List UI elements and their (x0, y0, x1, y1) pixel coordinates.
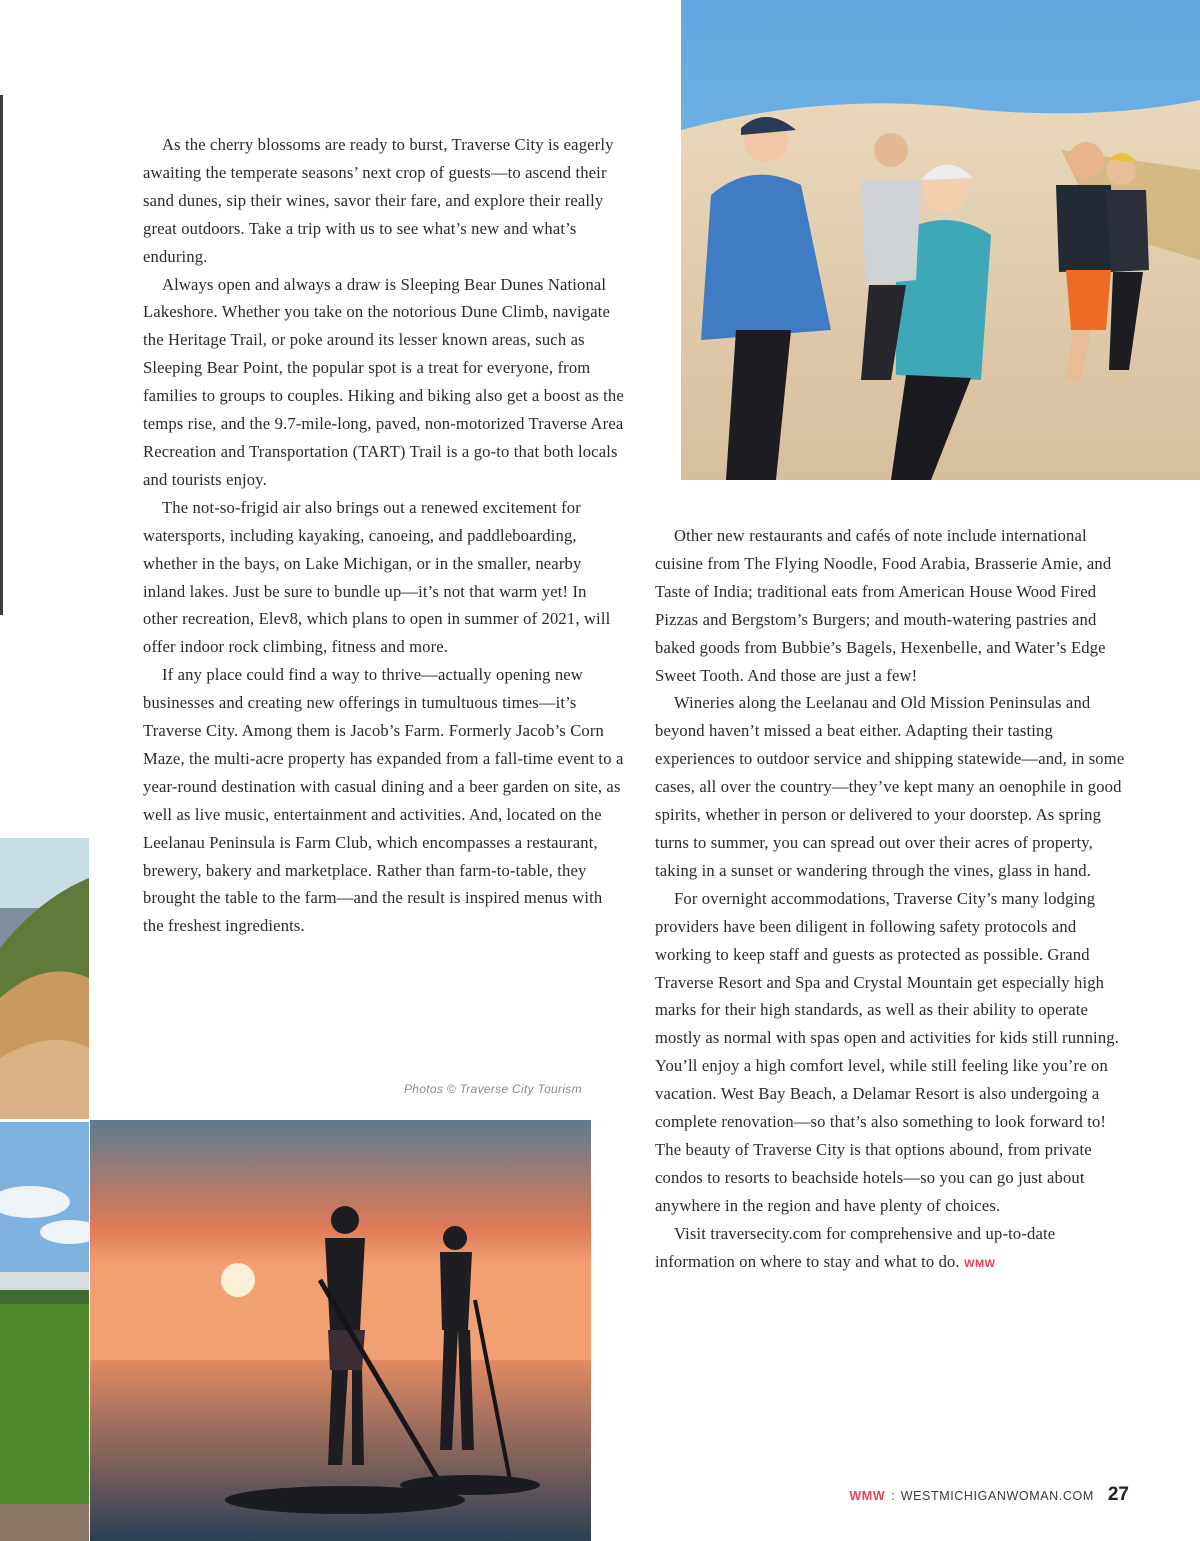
footer-separator: : (891, 1489, 895, 1503)
page-edge-rule (0, 95, 3, 615)
photo-dune-overlook (0, 838, 89, 1119)
article-paragraph: Wineries along the Leelanau and Old Mission Peninsulas and beyond haven’t missed a beat either. Adapting their tasting experiences to outdoor service and shipping statewide—and, in some cases, all over the country—they’ve kept many an oenophile in good spirits, whether in person or delivered to your doorstep. As spring turns to summer, you can spread out over their acres of property, taking in a sunset or wandering through the vines, glass in hand. (655, 693, 1125, 880)
end-mark: WMW (964, 1257, 996, 1270)
page-footer (849, 1484, 1129, 1506)
article-paragraph: As the cherry blossoms are ready to burst, Traverse City is eagerly awaiting the temperate seasons’ next crop of guests—to ascend their sand dunes, sip their wines, savor their fare, and explore their really great outdoors. Take a trip with us to see what’s new and what’s enduring. (143, 135, 614, 266)
footer-brand: WMW (849, 1489, 886, 1503)
article-paragraph: If any place could find a way to thrive—actually opening new businesses and creating new offerings in tumultuous times—it’s Traverse City. Among them is Jacob’s Farm. Formerly Jacob’s Corn Maze, the multi-acre property has expanded from a fall-time event to a year-round destination with casual dining and a beer garden on site, as well as live music, entertainment and activities. And, located on the Leelanau Peninsula is Farm Club, which encompasses a restaurant, brewery, bakery and marketplace. Rather than farm-to-table, they brought the table to the farm—and the result is inspired menus with the freshest ingredients. (143, 665, 624, 936)
photo-credit: Photos © Traverse City Tourism (404, 1082, 582, 1096)
article-paragraph: Always open and always a draw is Sleeping Bear Dunes National Lakeshore. Whether you take on the notorious Dune Climb, navigate the Heritage Trail, or poke around its lesser known areas, such as Sleeping Bear Point, the popular spot is a treat for everyone, from families to groups to couples. Hiking and biking also get a boost as the temps rise, and the 9.7-mile-long, paved, non-motorized Traverse Area Recreation and Transportation (TART) Trail is a go-to that both locals and tourists enjoy. (143, 274, 624, 489)
photo-vineyard (0, 1122, 89, 1541)
photo-dune-hikers (681, 0, 1200, 480)
photo-sunset-paddleboarders (90, 1120, 591, 1541)
article-column-left (143, 131, 625, 940)
page-number: 27 (1107, 1484, 1129, 1505)
article-paragraph: The not-so-frigid air also brings out a renewed excitement for watersports, including kayaking, canoeing, and paddleboarding, whether in the bays, on Lake Michigan, or in the smaller, nearby inland lakes. Just be sure to bundle up—it’s not that warm yet! In other recreation, Elev8, which plans to open in summer of 2021, will offer indoor rock climbing, fitness and more. (143, 497, 611, 657)
article-paragraph: For overnight accommodations, Traverse City’s many lodging providers have been diligent in following safety protocols and working to keep staff and guests as protected as possible. Grand Traverse Resort and Spa and Crystal Mountain get especially high marks for their high standards, as well as their ability to operate mostly as normal with spas open and activities for kids still running. You’ll enjoy a high comfort level, while still feeling like you’re on vacation. West Bay Beach, a Delamar Resort is also undergoing a complete renovation—so that’s also something to look forward to! The beauty of Traverse City is that options abound, from private condos to resorts to beachside hotels—so you can go just about anywhere in the region and have plenty of choices. (655, 888, 1120, 1215)
article-paragraph: Other new restaurants and cafés of note include international cuisine from The Flying Noodle, Food Arabia, Brasserie Amie, and Taste of India; traditional eats from American House Wood Fired Pizzas and Bergstom’s Burgers; and mouth-watering pastries and baked goods from Bubbie’s Bagels, Hexenbelle, and Water’s Edge Sweet Tooth. And those are just a few! (655, 526, 1112, 685)
footer-website: WESTMICHIGANWOMAN.COM (900, 1489, 1094, 1503)
final-paragraph-text: Visit traversecity.com for comprehensive and up-to-date information on where to stay and what to do. (655, 1223, 1056, 1271)
article-column-right (655, 522, 1135, 1278)
article-paragraph-final (655, 1220, 1135, 1279)
